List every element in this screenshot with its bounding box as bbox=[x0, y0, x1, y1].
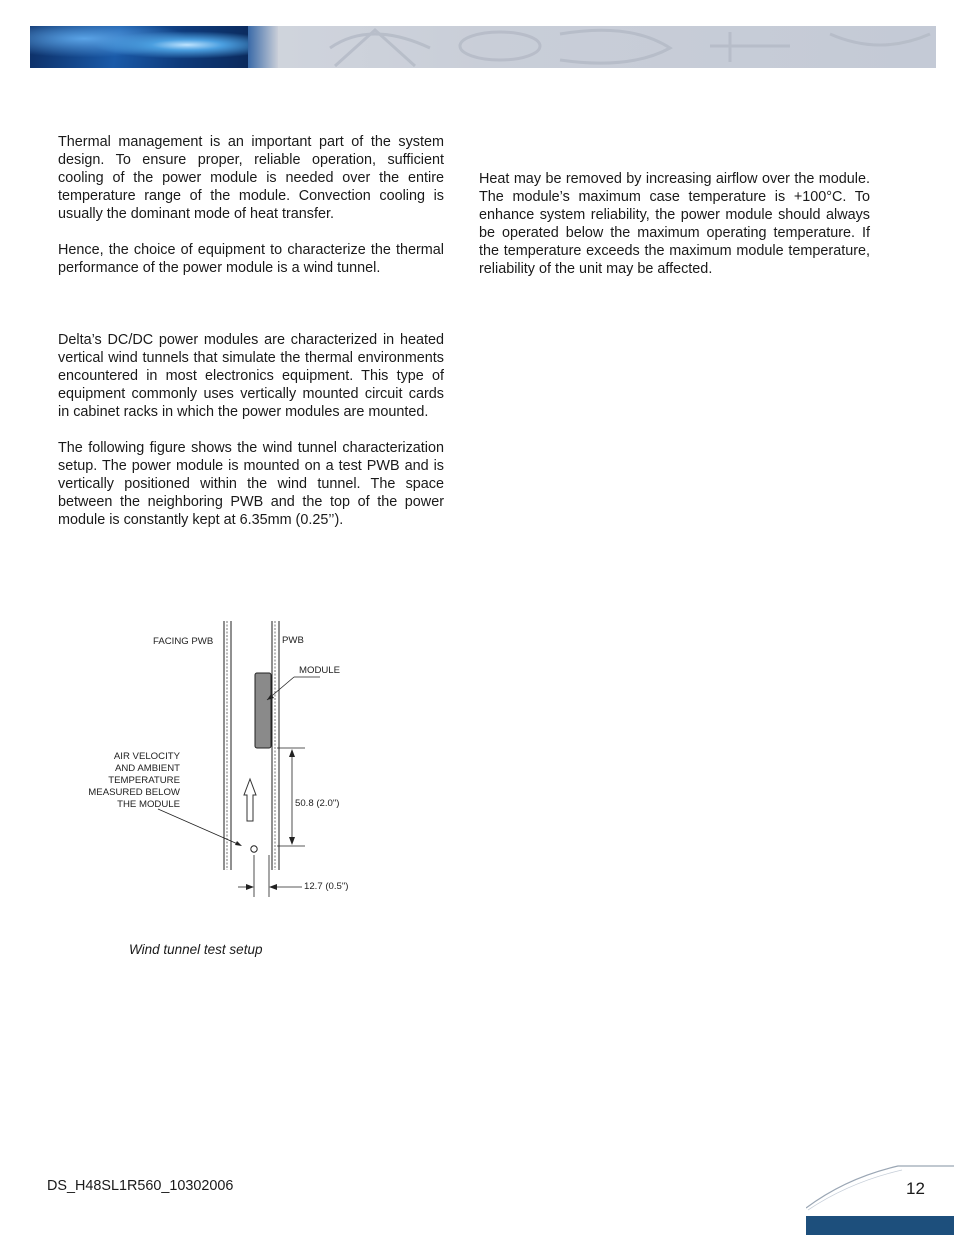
label-facing-pwb: FACING PWB bbox=[153, 636, 214, 647]
label-module: MODULE bbox=[299, 665, 341, 676]
paragraph-heat-removal: Heat may be removed by increasing airflow over the module. The module’s maximum case temperature is +100°C. To enhance system reliability, the power module should always be operated below the maximum operating temperature. If the temperature exceeds the maximum module temperature, reliability of the unit may be affected. bbox=[479, 171, 870, 277]
header-banner bbox=[30, 26, 936, 68]
label-air-line: THE MODULE bbox=[117, 799, 180, 810]
wind-tunnel-figure bbox=[80, 615, 370, 905]
label-dimension-vertical: 50.8 (2.0") bbox=[295, 798, 340, 809]
paragraph-equipment-choice: Hence, the choice of equipment to characterize the thermal performance of the power module is a wind tunnel. bbox=[58, 242, 444, 276]
paragraph-setup-description: The following figure shows the wind tunnel characterization setup. The power module is mounted on a test PWB and is vertically positioned within the wind tunnel. The space between the neighboring PWB and the top of the power module is constantly kept at 6.35mm (0.25’’). bbox=[58, 440, 444, 528]
document-id: DS_H48SL1R560_10302006 bbox=[47, 1178, 234, 1194]
label-air-line: AND AMBIENT bbox=[114, 763, 180, 774]
label-air-velocity bbox=[88, 751, 180, 811]
label-dimension-horizontal: 12.7 (0.5") bbox=[304, 881, 349, 892]
page-number: 12 bbox=[906, 1179, 925, 1198]
banner-watermark-icon bbox=[30, 26, 936, 68]
paragraph-wind-tunnels: Delta’s DC/DC power modules are characterized in heated vertical wind tunnels that simulate the thermal environments encountered in most electronics equipment. This type of equipment commonly uses vertically mounted circuit cards in cabinet racks in which the power modules are mounted. bbox=[58, 332, 444, 420]
figure-caption: Wind tunnel test setup bbox=[129, 942, 263, 957]
label-air-line: MEASURED BELOW bbox=[88, 787, 180, 798]
right-column bbox=[479, 170, 870, 278]
label-pwb: PWB bbox=[282, 635, 304, 646]
footer-corner-graphic bbox=[806, 1164, 954, 1235]
paragraph-thermal-management: Thermal management is an important part of the system design. To ensure proper, reliable operation, sufficient cooling of the power module is needed over the entire temperature range of the module. Convection cooling is usually the dominant mode of heat transfer. bbox=[58, 134, 444, 222]
left-column bbox=[58, 133, 444, 529]
label-air-line: AIR VELOCITY bbox=[113, 751, 180, 762]
label-air-line: TEMPERATURE bbox=[108, 775, 180, 786]
